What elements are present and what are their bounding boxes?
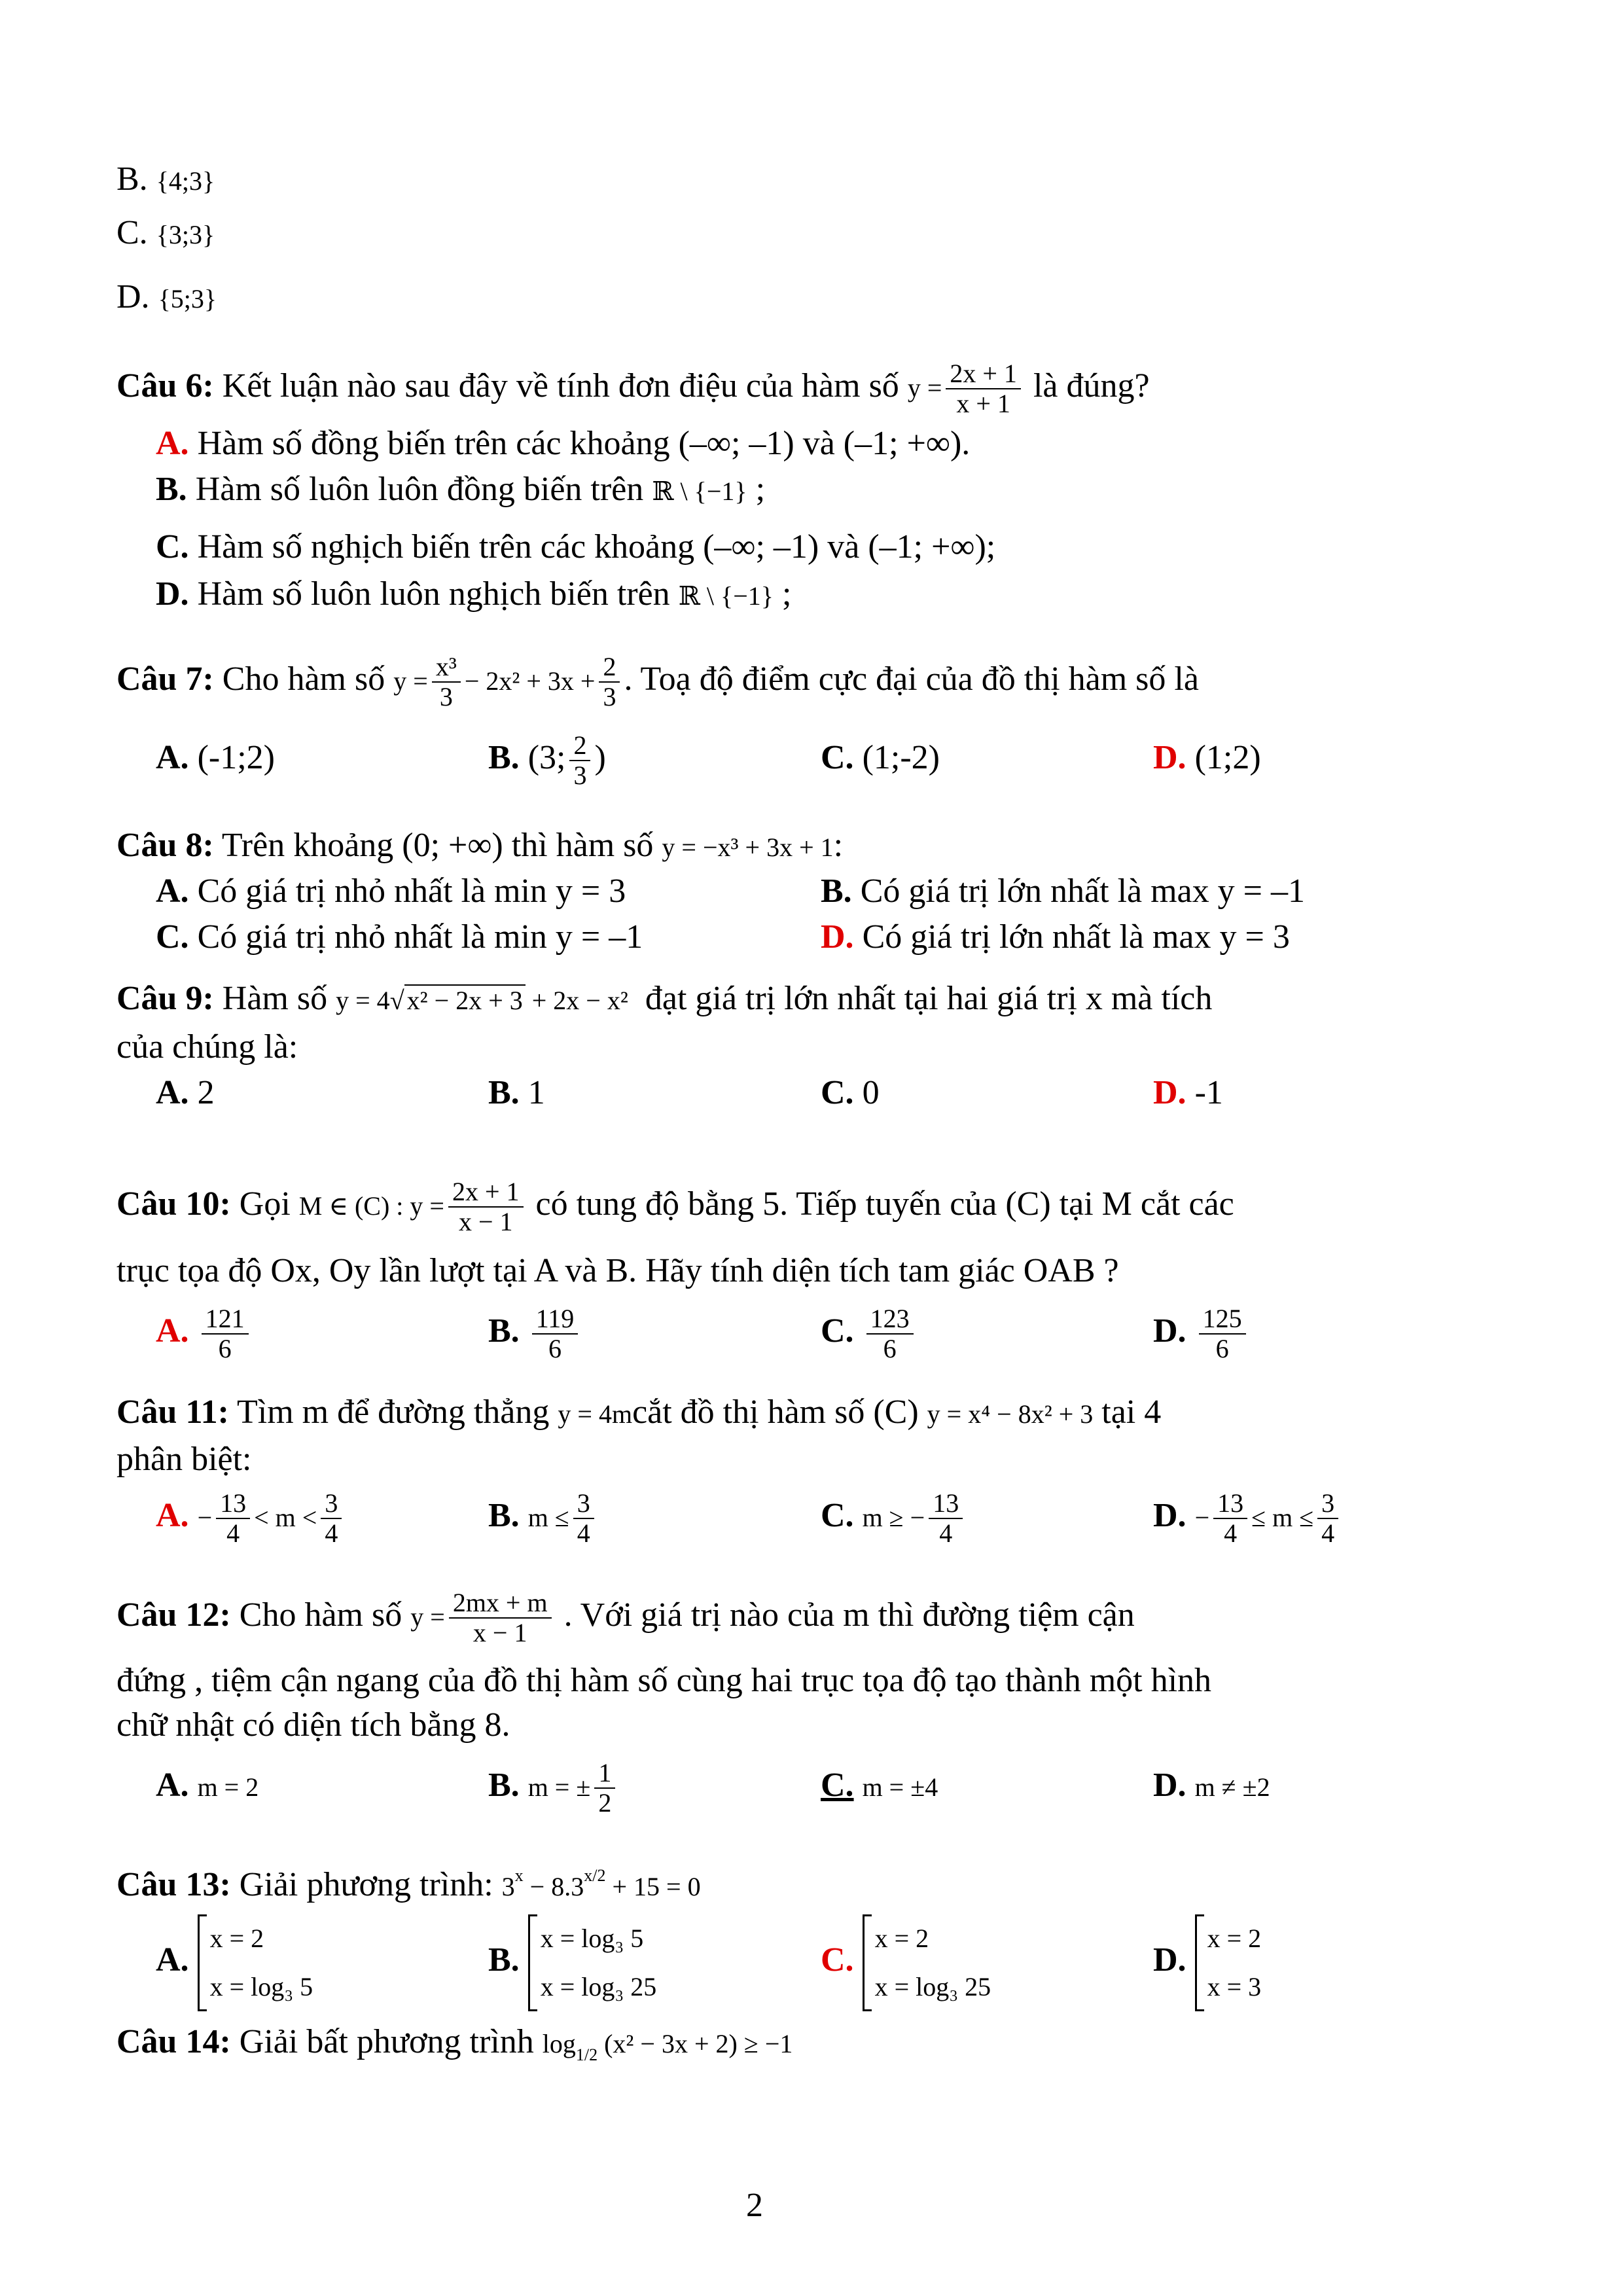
q11-option-d: D. − $\frac{13}{4}$ ≤ m ≤ $\frac{3}{4}$ — [1153, 1486, 1342, 1548]
q12-option-a: A. m = 2 — [156, 1767, 259, 1804]
q8-option-b: B. Có giá trị lớn nhất là max y = –1 — [821, 872, 1305, 910]
q6-option-d: D. Hàm số luôn luôn nghịch biến trên ℝ \ {−1} ; — [156, 575, 792, 613]
q5-option-c: C. {3;3} — [116, 214, 215, 251]
q11-stem: Câu 11: Tìm m để đường thẳng y = 4mcắt đồ thị hàm số (C) y = x⁴ − 8x² + 3 tại 4 — [116, 1393, 1162, 1431]
q11-option-a: A. − $\frac{13}{4}$ < m < $\frac{3}{4}$ — [156, 1486, 346, 1548]
q6-fraction: $\frac{2x + 1}{x + 1}$ — [946, 359, 1021, 418]
q7-option-a: A. (-1;2) — [156, 739, 275, 776]
q6-stem: Câu 6: Kết luận nào sau đây về tính đơn điệu của hàm số y = $\frac{2x + 1}{x + 1}$ là đúng? — [116, 359, 1150, 419]
q6-option-c: C. Hàm số nghịch biến trên các khoảng (–∞; –1) và (–1; +∞); — [156, 528, 996, 565]
q12-stem-cont2: chữ nhật có diện tích bằng 8. — [116, 1706, 510, 1744]
q8-option-d: D. Có giá trị lớn nhất là max y = 3 — [821, 918, 1290, 956]
q6-option-a: A. Hàm số đồng biến trên các khoảng (–∞; –1) và (–1; +∞). — [156, 425, 971, 462]
q10-option-c: C. $\frac{123}{6}$ — [821, 1301, 918, 1363]
q5-option-d: D. {5;3} — [116, 278, 217, 315]
q13-option-c: C. x = 2 x = log₃ 25 — [821, 1911, 991, 2011]
q8-option-a: A. Có giá trị nhỏ nhất là min y = 3 — [156, 872, 626, 910]
q10-stem-cont: trục tọa độ Ox, Oy lần lượt tại A và B. Hãy tính diện tích tam giác OAB ? — [116, 1252, 1119, 1289]
q10-option-a: A. $\frac{121}{6}$ — [156, 1301, 253, 1363]
q12-option-d: D. m ≠ ±2 — [1153, 1767, 1270, 1804]
q13-stem: Câu 13: Giải phương trình: $3^x - 8.3^{x/2} + 15 = 0$ — [116, 1866, 701, 1903]
q7-option-d: D. (1;2) — [1153, 739, 1261, 776]
q10-option-b: B. $\frac{119}{6}$ — [488, 1301, 582, 1363]
q7-option-b: B. (3; $\frac{2}{3}$ ) — [488, 730, 606, 791]
q12-option-c: C. m = ±4 — [821, 1767, 938, 1804]
q9-option-a: A. 2 — [156, 1074, 215, 1111]
q10-option-d: D. $\frac{125}{6}$ — [1153, 1301, 1250, 1363]
q11-stem-cont: phân biệt: — [116, 1441, 252, 1478]
q7-option-c: C. (1;-2) — [821, 739, 940, 776]
q9-option-c: C. 0 — [821, 1074, 880, 1111]
q9-stem-cont: của chúng là: — [116, 1028, 298, 1066]
q9-option-d: D. -1 — [1153, 1074, 1223, 1111]
q9-stem: Câu 9: Hàm số y = 4√ x² − 2x + 3 + 2x − x² đạt giá trị lớn nhất tại hai giá trị x mà tích — [116, 980, 1213, 1017]
q13-option-a: A. x = 2 x = log₃ 5 — [156, 1911, 313, 2011]
q13-option-b: B. x = log₃ 5 x = log₃ 25 — [488, 1911, 656, 2011]
q11-option-b: B. m ≤ $\frac{3}{4}$ — [488, 1486, 598, 1548]
page-number: 2 — [746, 2187, 763, 2224]
q8-option-c: C. Có giá trị nhỏ nhất là min y = –1 — [156, 918, 643, 956]
q11-option-c: C. m ≥ − $\frac{13}{4}$ — [821, 1486, 967, 1548]
q5-option-b: B. {4;3} — [116, 160, 215, 198]
q7-stem: Câu 7: Cho hàm số y = $\frac{\text{x³}}{3}$ − 2x² + 3x + $\frac{2}{3}$ . Toạ độ điểm cực đại của đồ thị hàm số là — [116, 652, 1199, 712]
q12-option-b: B. m = ± $\frac{1}{2}$ — [488, 1755, 619, 1818]
q6-label: Câu 6: — [116, 367, 214, 404]
q8-stem: Câu 8: Trên khoảng (0; +∞) thì hàm số y = −x³ + 3x + 1: — [116, 827, 844, 864]
q12-stem-cont1: đứng , tiệm cận ngang của đồ thị hàm số cùng hai trục tọa độ tạo thành một hình — [116, 1662, 1212, 1699]
q14-stem: Câu 14: Giải bất phương trình $\log_{1/2} (x^2 - 3x + 2) \ge -1$ — [116, 2023, 793, 2064]
q13-option-d: D. x = 2 x = 3 — [1153, 1911, 1261, 2011]
q12-stem: Câu 12: Cho hàm số y = $\frac{2mx + m}{x - 1}$ . Với giá trị nào của m thì đường tiệm cận — [116, 1588, 1135, 1648]
q10-stem: Câu 10: Gọi M ∈ (C) : y = $\frac{2x + 1}{x - 1}$ có tung độ bằng 5. Tiếp tuyến của (C) tại M cắt các — [116, 1177, 1234, 1237]
q9-option-b: B. 1 — [488, 1074, 545, 1111]
q6-option-b: B. Hàm số luôn luôn đồng biến trên ℝ \ {−1} ; — [156, 471, 766, 508]
